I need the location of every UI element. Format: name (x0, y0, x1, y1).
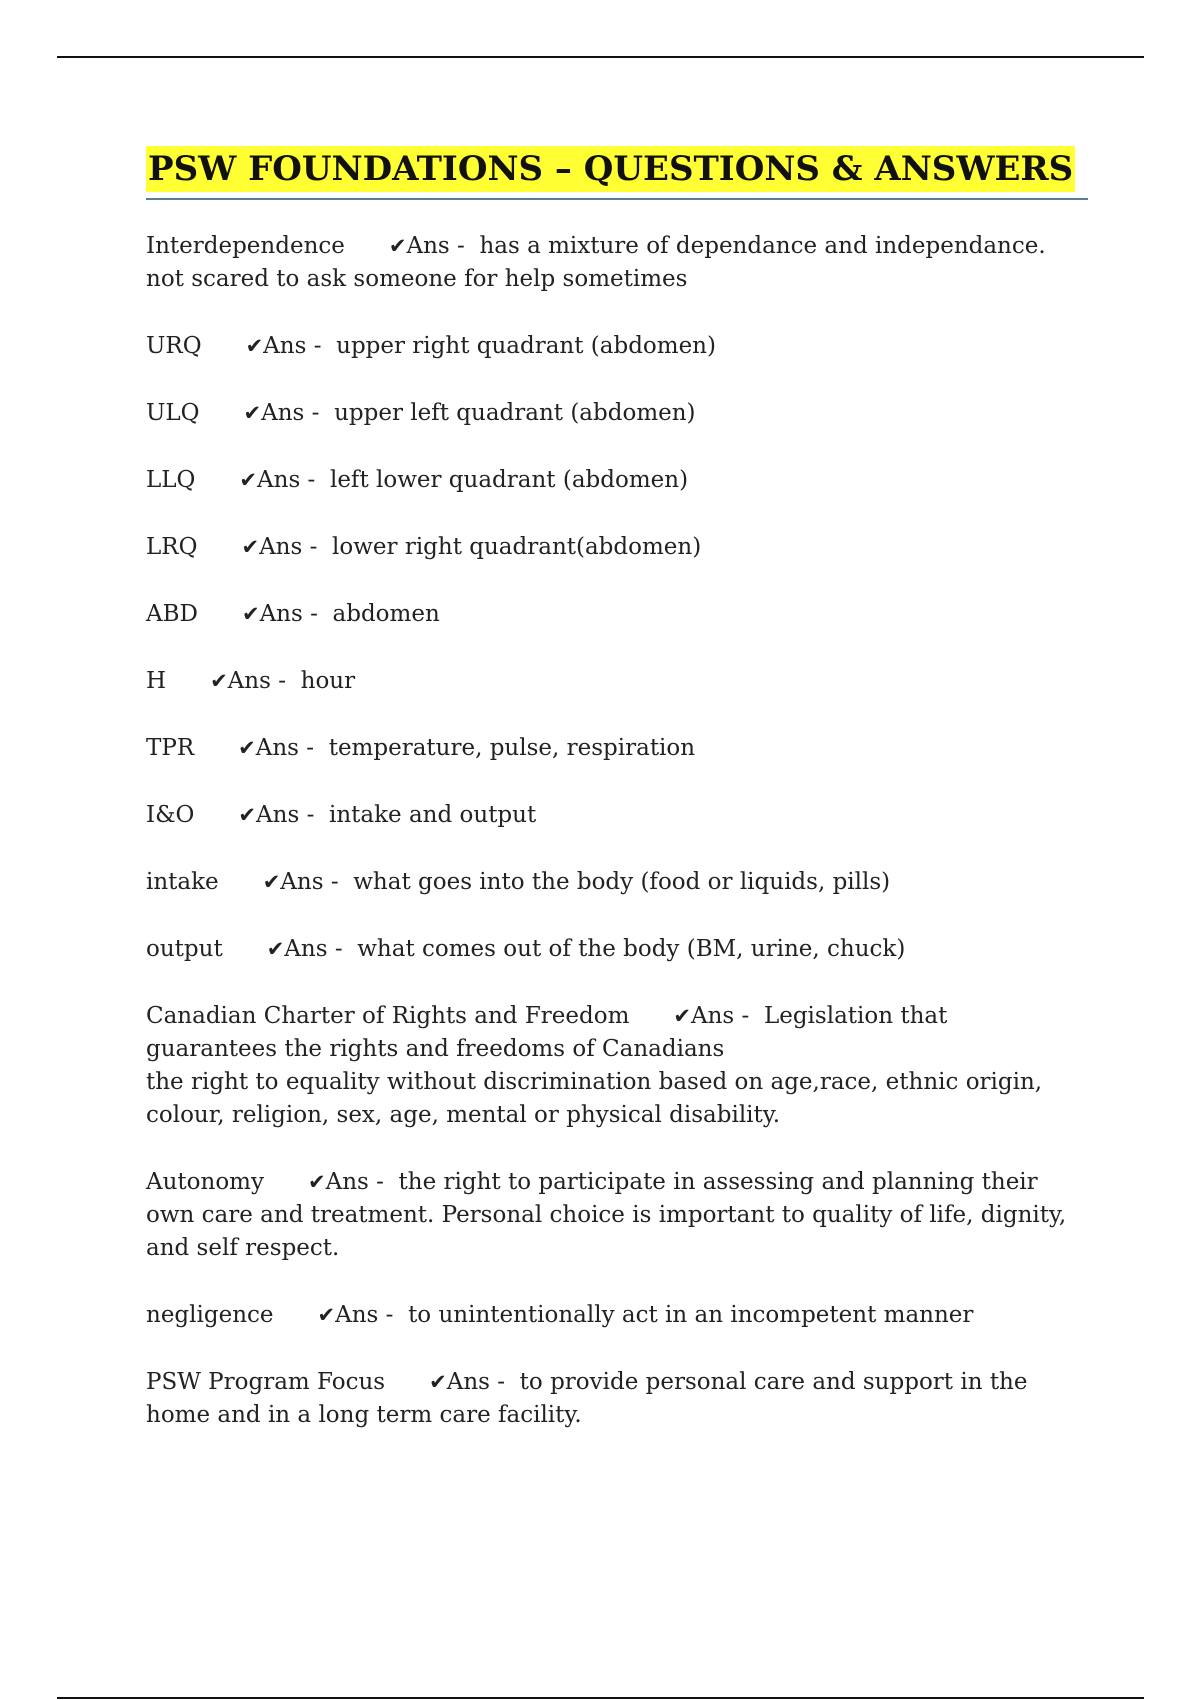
top-rule (57, 56, 1144, 58)
qa-answer-line: to provide personal care and support in the (519, 1369, 1028, 1395)
qa-term: LLQ (146, 467, 196, 493)
qa-answer-line: abdomen (332, 601, 440, 627)
ans-label: Ans (259, 601, 303, 627)
qa-answer-line: lower right quadrant(abdomen) (332, 534, 702, 560)
qa-item (146, 230, 1088, 296)
qa-item (146, 866, 1088, 899)
qa-term: Interdependence (146, 233, 345, 259)
ans-separator: - (323, 869, 354, 895)
qa-answer-line: Legislation that (763, 1003, 948, 1029)
qa-term: Canadian Charter of Rights and Freedom (146, 1003, 630, 1029)
ans-separator: - (270, 668, 301, 694)
ans-separator: - (327, 936, 358, 962)
qa-term: Autonomy (146, 1169, 264, 1195)
checkmark-icon: ✔ (238, 736, 256, 760)
qa-item (146, 330, 1088, 363)
qa-answer-line: what comes out of the body (BM, urine, chuck) (357, 936, 906, 962)
qa-item (146, 665, 1088, 698)
qa-item (146, 1299, 1088, 1332)
checkmark-icon: ✔ (388, 234, 407, 258)
qa-first-line (146, 464, 1088, 497)
ans-separator: - (306, 333, 337, 359)
qa-item (146, 1166, 1088, 1265)
ans-separator: - (299, 802, 329, 828)
ans-label: Ans (280, 869, 324, 895)
ans-separator: - (734, 1003, 764, 1029)
qa-term: I&O (146, 802, 195, 828)
checkmark-icon: ✔ (210, 669, 228, 693)
qa-first-line (146, 799, 1088, 832)
qa-item (146, 732, 1088, 765)
qa-item (146, 397, 1088, 430)
qa-answer-line: temperature, pulse, respiration (328, 735, 696, 761)
ans-label: Ans (335, 1302, 379, 1328)
ans-label: Ans (446, 1369, 490, 1395)
qa-term: output (146, 936, 223, 962)
document-body (146, 146, 1088, 1466)
ans-separator: - (300, 467, 330, 493)
qa-term: URQ (146, 333, 202, 359)
checkmark-icon: ✔ (241, 535, 260, 559)
qa-first-line (146, 866, 1088, 899)
ans-separator: - (298, 735, 329, 761)
ans-separator: - (302, 601, 333, 627)
qa-first-line (146, 598, 1088, 631)
checkmark-icon: ✔ (239, 468, 258, 492)
qa-answer-line: own care and treatment. Personal choice is important to quality of life, dignity, (146, 1202, 1067, 1228)
qa-first-line (146, 1366, 1088, 1399)
ans-separator: - (489, 1369, 520, 1395)
ans-label: Ans (325, 1169, 369, 1195)
qa-item (146, 464, 1088, 497)
qa-first-line (146, 933, 1088, 966)
qa-term: ULQ (146, 400, 200, 426)
ans-label: Ans (261, 400, 305, 426)
qa-answer-line: and self respect. (146, 1235, 340, 1261)
qa-answer-line: to unintentionally act in an incompetent manner (408, 1302, 974, 1328)
ans-label: Ans (284, 936, 328, 962)
checkmark-icon: ✔ (262, 870, 281, 894)
qa-answer-line: not scared to ask someone for help sometimes (146, 266, 688, 292)
qa-answer-line: intake and output (328, 802, 537, 828)
ans-label: Ans (255, 735, 299, 761)
qa-term: LRQ (146, 534, 198, 560)
qa-first-line (146, 1000, 1088, 1033)
checkmark-icon: ✔ (673, 1004, 691, 1028)
bottom-rule (57, 1697, 1144, 1699)
document-title: PSW FOUNDATIONS – QUESTIONS & ANSWERS (146, 146, 1075, 192)
checkmark-icon: ✔ (429, 1370, 447, 1394)
ans-separator: - (302, 534, 333, 560)
ans-separator: - (449, 233, 480, 259)
qa-answer-line: left lower quadrant (abdomen) (329, 467, 689, 493)
ans-separator: - (368, 1169, 399, 1195)
qa-item (146, 1366, 1088, 1432)
checkmark-icon: ✔ (307, 1170, 326, 1194)
qa-first-line (146, 531, 1088, 564)
qa-answer-line: the right to participate in assessing and planning their (398, 1169, 1038, 1195)
ans-label: Ans (691, 1003, 735, 1029)
qa-first-line (146, 330, 1088, 363)
ans-separator: - (378, 1302, 409, 1328)
qa-term: intake (146, 869, 219, 895)
qa-item (146, 1000, 1088, 1132)
ans-separator: - (304, 400, 335, 426)
qa-first-line (146, 1299, 1088, 1332)
checkmark-icon: ✔ (245, 334, 264, 358)
qa-answer-line: upper left quadrant (abdomen) (334, 400, 696, 426)
qa-first-line (146, 665, 1088, 698)
qa-answer-line: colour, religion, sex, age, mental or physical disability. (146, 1102, 781, 1128)
qa-item (146, 531, 1088, 564)
qa-term: negligence (146, 1302, 274, 1328)
qa-term: ABD (146, 601, 198, 627)
qa-list (146, 230, 1088, 1432)
ans-label: Ans (263, 333, 307, 359)
checkmark-icon: ✔ (266, 937, 285, 961)
ans-label: Ans (259, 534, 303, 560)
ans-label: Ans (257, 467, 301, 493)
qa-answer-line: what goes into the body (food or liquids, pills) (353, 869, 891, 895)
qa-first-line (146, 732, 1088, 765)
qa-item (146, 598, 1088, 631)
qa-answer-line: upper right quadrant (abdomen) (336, 333, 716, 359)
qa-first-line (146, 230, 1088, 263)
checkmark-icon: ✔ (241, 602, 260, 626)
qa-answer-line: the right to equality without discrimination based on age,race, ethnic origin, (146, 1069, 1043, 1095)
checkmark-icon: ✔ (317, 1303, 336, 1327)
qa-term: H (146, 668, 167, 694)
title-block (146, 146, 1088, 200)
ans-label: Ans (256, 802, 300, 828)
qa-item (146, 799, 1088, 832)
qa-answer-line: has a mixture of dependance and independance. (479, 233, 1046, 259)
checkmark-icon: ✔ (238, 803, 257, 827)
qa-answer-line: hour (300, 668, 356, 694)
qa-answer-line: home and in a long term care facility. (146, 1402, 582, 1428)
qa-term: PSW Program Focus (146, 1369, 386, 1395)
checkmark-icon: ✔ (243, 401, 262, 425)
qa-term: TPR (146, 735, 195, 761)
qa-answer-line: guarantees the rights and freedoms of Canadians (146, 1036, 725, 1062)
ans-label: Ans (227, 668, 271, 694)
qa-first-line (146, 1166, 1088, 1199)
qa-first-line (146, 397, 1088, 430)
qa-item (146, 933, 1088, 966)
ans-label: Ans (406, 233, 450, 259)
